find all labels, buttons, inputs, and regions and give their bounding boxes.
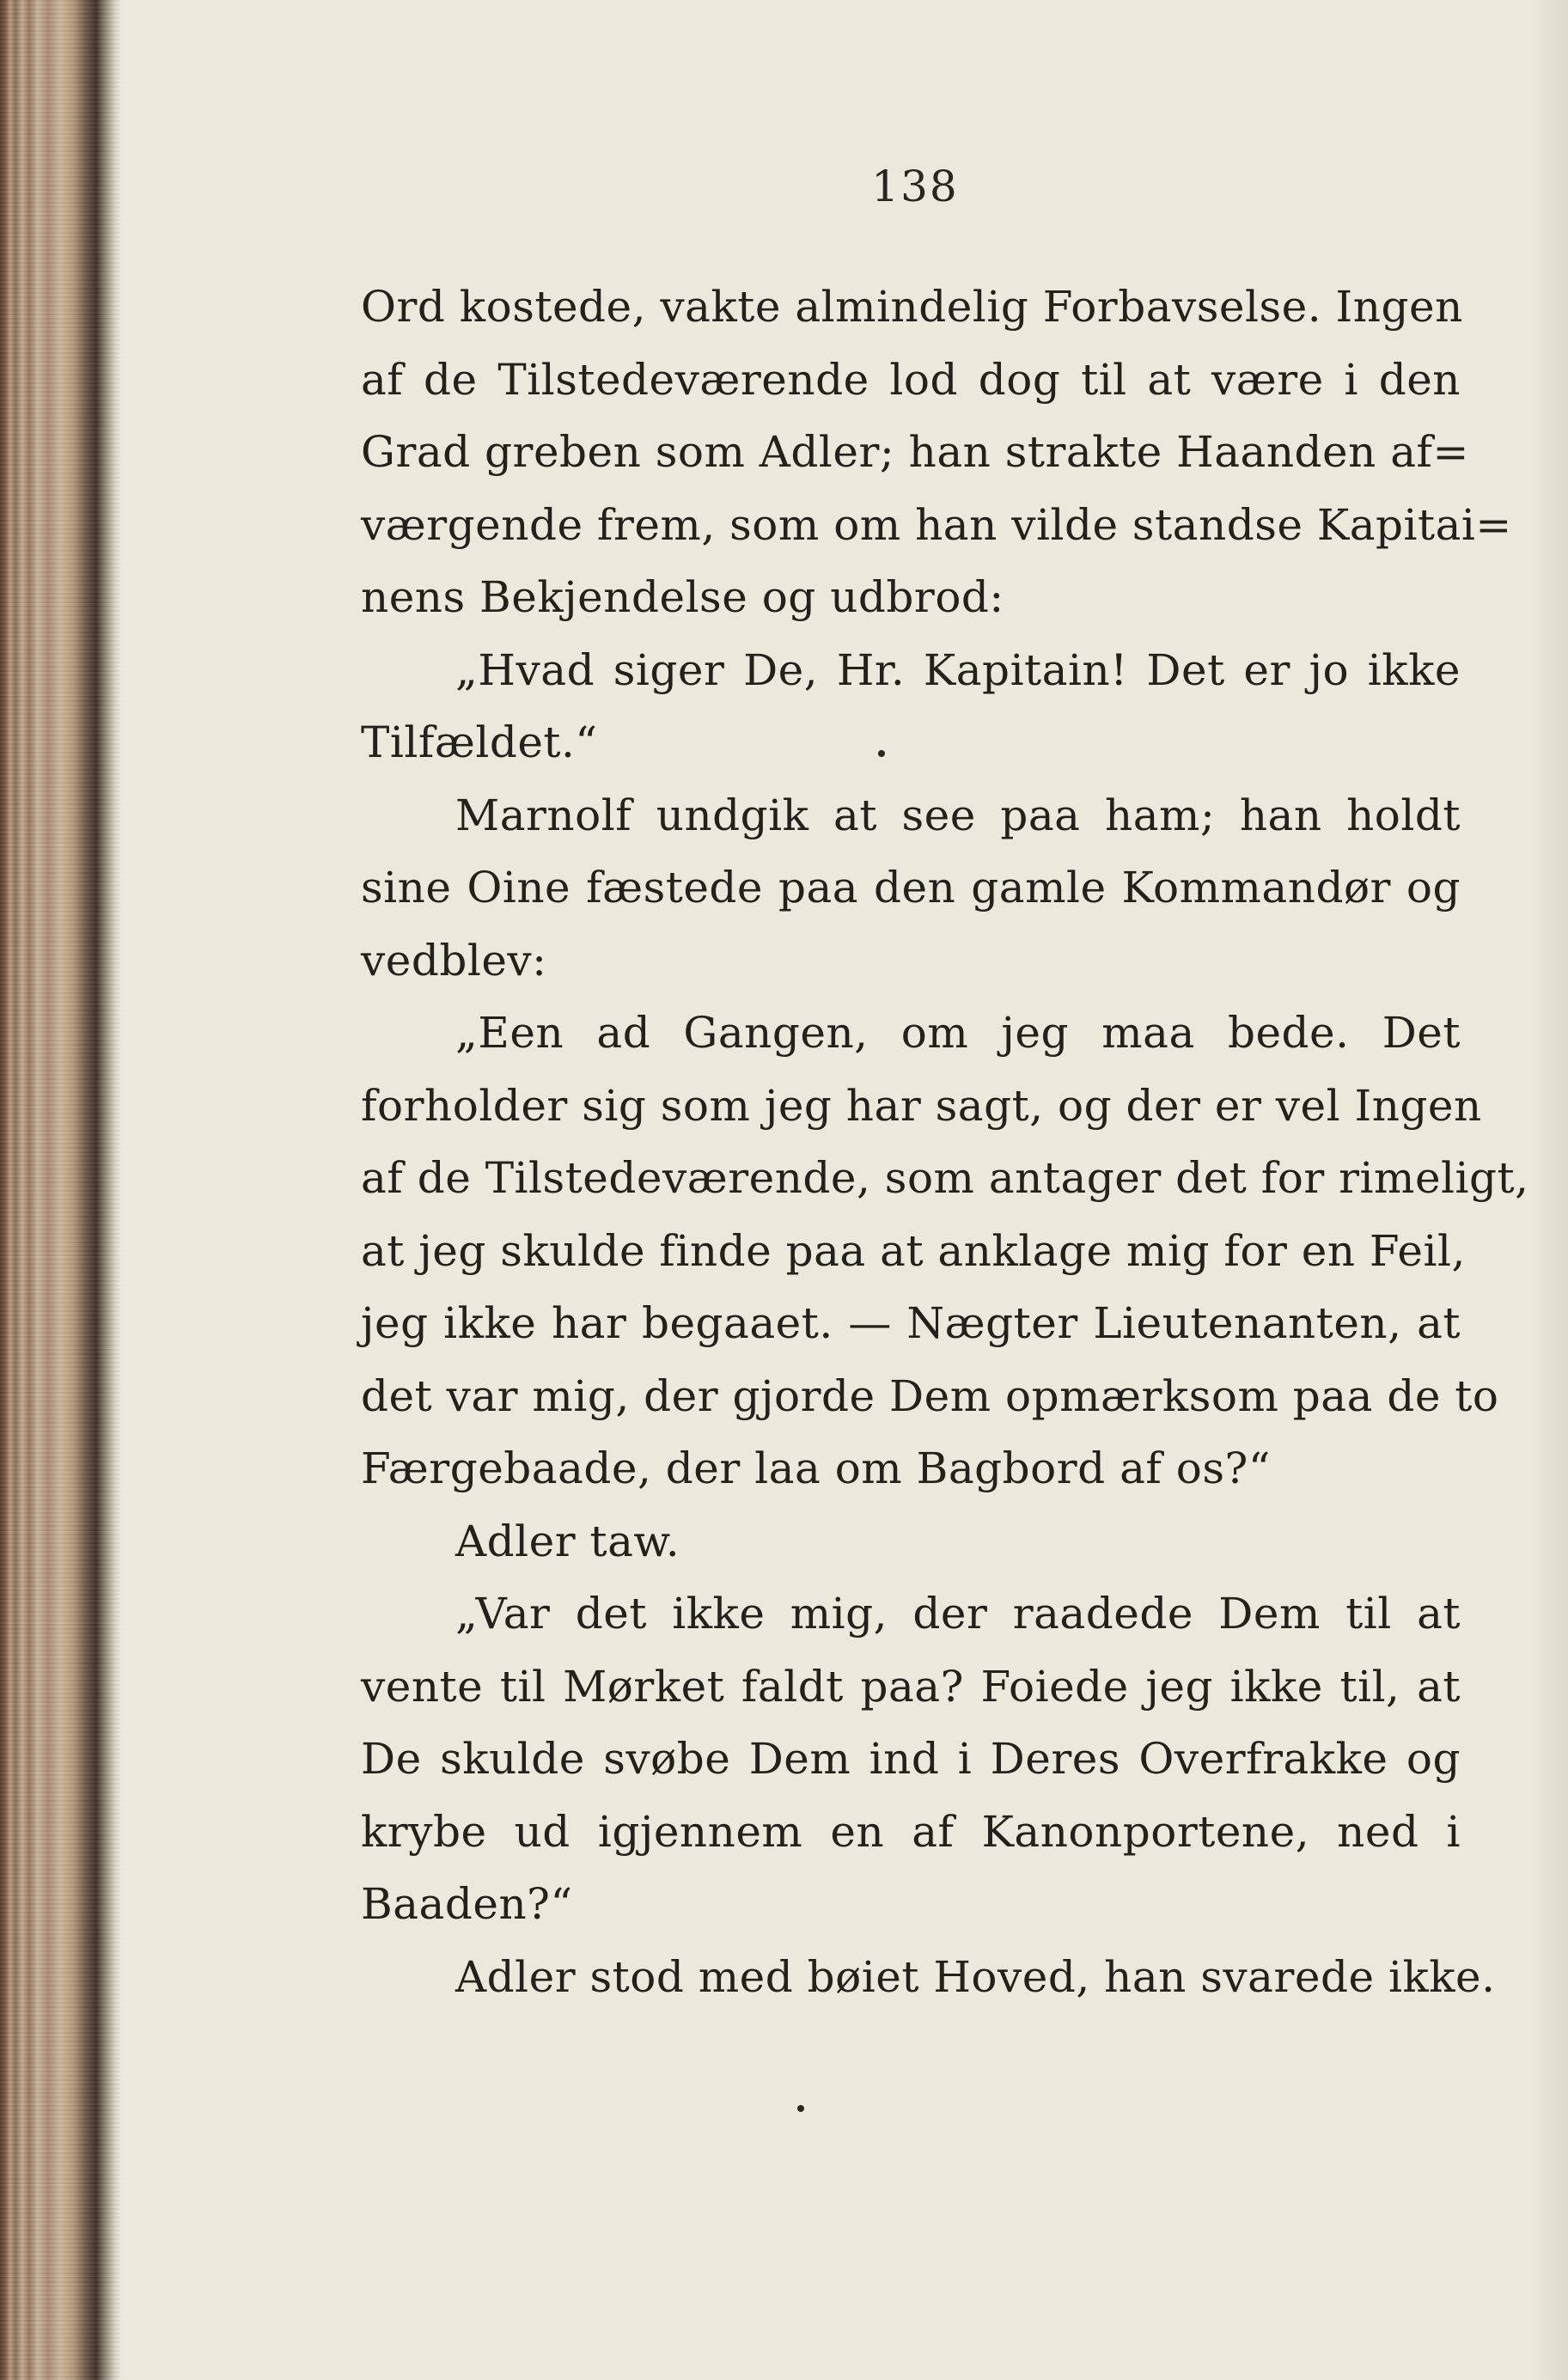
text-line: Ord kostede, vakte almindelig Forbavselse. Ingen	[361, 282, 1463, 332]
book-binding-edge	[0, 0, 120, 2380]
text-line: forholder sig som jeg har sagt, og der er vel Ingen	[361, 1080, 1482, 1131]
text-line: af de Tilstedeværende lod dog til at være i den	[361, 354, 1461, 405]
body-text	[361, 271, 1529, 2013]
text-line: værgende frem, som om han vilde standse Kapitai=	[361, 499, 1512, 550]
text-line: Grad greben som Adler; han strakte Haanden af=	[361, 427, 1469, 477]
text-line: vente til Mørket faldt paa? Foiede jeg ikke til, at	[361, 1661, 1461, 1712]
text-line: Marnolf undgik at see paa ham; han holdt	[455, 790, 1461, 840]
text-line: jeg ikke har begaaet. — Nægter Lieutenanten, at	[361, 1298, 1461, 1348]
text-line: at jeg skulde finde paa at anklage mig for en Feil,	[361, 1225, 1466, 1276]
text-line: „Een ad Gangen, om jeg maa bede. Det	[455, 1008, 1461, 1058]
page-number: 138	[871, 162, 959, 211]
text-line: „Var det ikke mig, der raadede Dem til at	[455, 1589, 1461, 1639]
text-line: De skulde svøbe Dem ind i Deres Overfrakke og	[361, 1734, 1461, 1784]
text-line: „Hvad siger De, Hr. Kapitain! Det er jo ikke	[455, 644, 1461, 695]
text-line: Baaden?“	[361, 1879, 573, 1929]
text-line: det var mig, der gjorde Dem opmærksom paa de to	[361, 1370, 1499, 1421]
print-speck	[797, 2105, 804, 2112]
page-shadow	[1534, 0, 1568, 2380]
text-line: vedblev:	[361, 935, 547, 986]
text-line: Tilfældet.“	[361, 717, 598, 767]
text-line: sine Oine fæstede paa den gamle Kommandør og	[361, 863, 1461, 912]
print-speck	[878, 750, 885, 757]
text-line: nens Bekjendelse og udbrod:	[361, 572, 1004, 622]
text-line: af de Tilstedeværende, som antager det for rimeligt,	[361, 1153, 1529, 1203]
text-line: Færgebaade, der laa om Bagbord af os?“	[361, 1443, 1271, 1493]
text-line: Adler stod med bøiet Hoved, han svarede ikke.	[455, 1951, 1496, 2002]
text-line: Adler taw.	[455, 1516, 680, 1566]
text-line: krybe ud igjennem en af Kanonportene, ned i	[361, 1806, 1461, 1857]
